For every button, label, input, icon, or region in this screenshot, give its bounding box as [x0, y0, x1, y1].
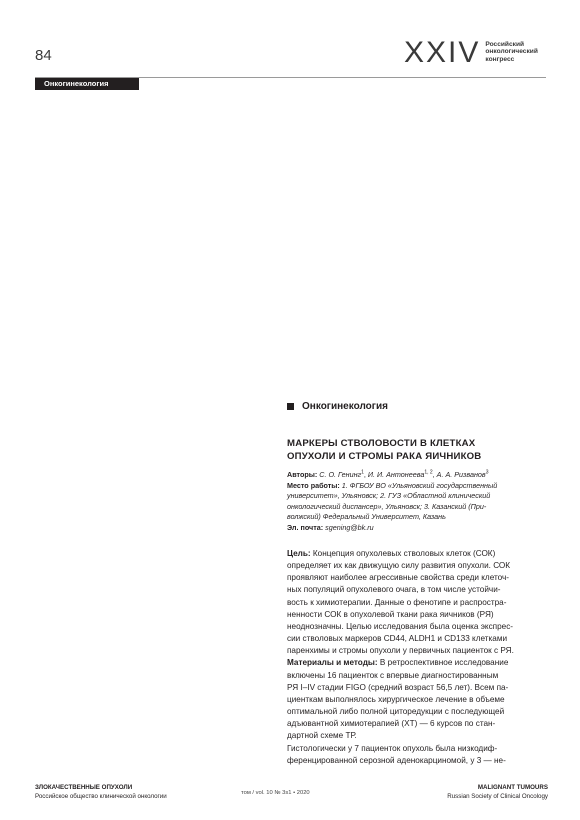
goal-text: Концепция опухолевых стволовых клеток (СОК)	[312, 549, 496, 558]
workplace-line	[287, 481, 549, 492]
email-line	[287, 523, 549, 534]
article-title	[287, 438, 549, 463]
author-affiliation: 1, 2	[424, 469, 433, 476]
authors-line: Авторы: С. О. Генинг$^1$, И. И. Антонеева$^{1, 2}$, А. А. Ризванов$^3$	[287, 469, 489, 479]
footer-journal-ru	[35, 784, 167, 801]
authors-label: Авторы:	[287, 470, 318, 479]
methods-label: Материалы и методы:	[287, 658, 378, 668]
article-body	[287, 548, 549, 767]
workplace-text: волжский) Федеральный Университет, Казань	[287, 512, 446, 522]
square-bullet-icon	[287, 403, 294, 410]
congress-roman-numeral: XXIV	[404, 36, 481, 69]
workplace-line	[287, 502, 549, 513]
footer-volume: том / vol. 10 № 3s1 • 2020	[241, 790, 310, 796]
workplace-text: онкологический диспансер», Ульяновск; 3. Казанский (При-	[287, 501, 487, 511]
goal-label: Цель:	[287, 549, 311, 558]
society-name-en: Russian Society of Clinical Oncology	[447, 792, 548, 800]
body-line: оптимальной либо полной циторедукции с последующей	[287, 707, 505, 717]
section-tab: Онкогинекология	[35, 78, 139, 90]
congress-name	[485, 40, 538, 63]
body-line: определяет их как движущую силу развития опухоли. СОК	[287, 561, 511, 571]
journal-name-ru: ЗЛОКАЧЕСТВЕННЫЕ ОПУХОЛИ	[35, 784, 133, 791]
author-affiliation: 3	[485, 469, 489, 476]
body-line: циенткам выполнялось хирургическое лечение в объеме	[287, 694, 505, 704]
email-label: Эл. почта:	[287, 522, 324, 532]
methods-text: В ретроспективное исследование	[379, 658, 509, 668]
congress-name-line: Российский	[485, 41, 525, 48]
author-name: А. А. Ризванов	[436, 470, 486, 479]
body-line: дартной схеме ТР.	[287, 731, 357, 741]
author-name: С. О. Генинг	[319, 470, 362, 479]
body-line: паренхимы и стромы опухоли у первичных пациенток с РЯ.	[287, 646, 514, 656]
title-line: ОПУХОЛИ И СТРОМЫ РАКА ЯИЧНИКОВ	[287, 450, 482, 462]
body-line: сии стволовых маркеров CD44, ALDH1 и CD133 клетками	[287, 634, 508, 644]
workplace-text: университет», Ульяновск; 2. ГУЗ «Областной клинический	[287, 491, 491, 501]
rubric-label: Онкогинекология	[302, 401, 388, 412]
workplace-text: 1. ФГБОУ ВО «Ульяновский государственный	[341, 480, 498, 490]
body-line: ных популяций опухолевого очага, в том числе устойчи-	[287, 585, 501, 595]
body-line: включены 16 пациенток с впервые диагностированным	[287, 670, 499, 680]
workplace-label: Место работы:	[287, 480, 340, 490]
workplace-line	[287, 491, 549, 502]
article-meta	[287, 470, 549, 534]
body-line	[287, 548, 549, 560]
body-line: ференцированной серозной аденокарциномой, у 3 — не-	[287, 755, 506, 765]
body-line: вость к химиотерапии. Данные о фенотипе и распростра-	[287, 597, 507, 607]
body-line: адъювантной химиотерапией (ХТ) — 6 курсов по стан-	[287, 719, 496, 729]
workplace-line	[287, 512, 549, 523]
body-line: Гистологически у 7 пациенток опухоль была низкодиф-	[287, 743, 498, 753]
footer-journal-en	[447, 784, 548, 801]
journal-name-en: MALIGNANT TUMOURS	[477, 784, 548, 791]
body-line: проявляют наиболее агрессивные свойства среди клеточ-	[287, 573, 510, 583]
congress-name-line: конгресс	[485, 55, 515, 63]
body-line: неоднозначны. Целью исследования была оценка экспрес-	[287, 621, 514, 631]
congress-logo	[404, 36, 538, 69]
title-line: МАРКЕРЫ СТВОЛОВОСТИ В КЛЕТКАХ	[287, 438, 476, 449]
email-address[interactable]: sgening@bk.ru	[325, 522, 374, 532]
body-line	[287, 657, 549, 669]
author-name: И. И. Антонеева	[367, 470, 425, 479]
congress-name-line: онкологический	[485, 48, 538, 56]
author-affiliation: 1	[361, 469, 364, 476]
body-line: ненности СОК в опухолевой ткани рака яичников (РЯ)	[287, 609, 494, 619]
article-rubric	[287, 401, 549, 412]
body-line: РЯ I–IV стадии FIGO (средний возраст 56,5 лет). Всем па-	[287, 682, 509, 692]
page-number: 84	[35, 47, 52, 64]
society-name-ru: Российское общество клинической онкологии	[35, 792, 167, 800]
